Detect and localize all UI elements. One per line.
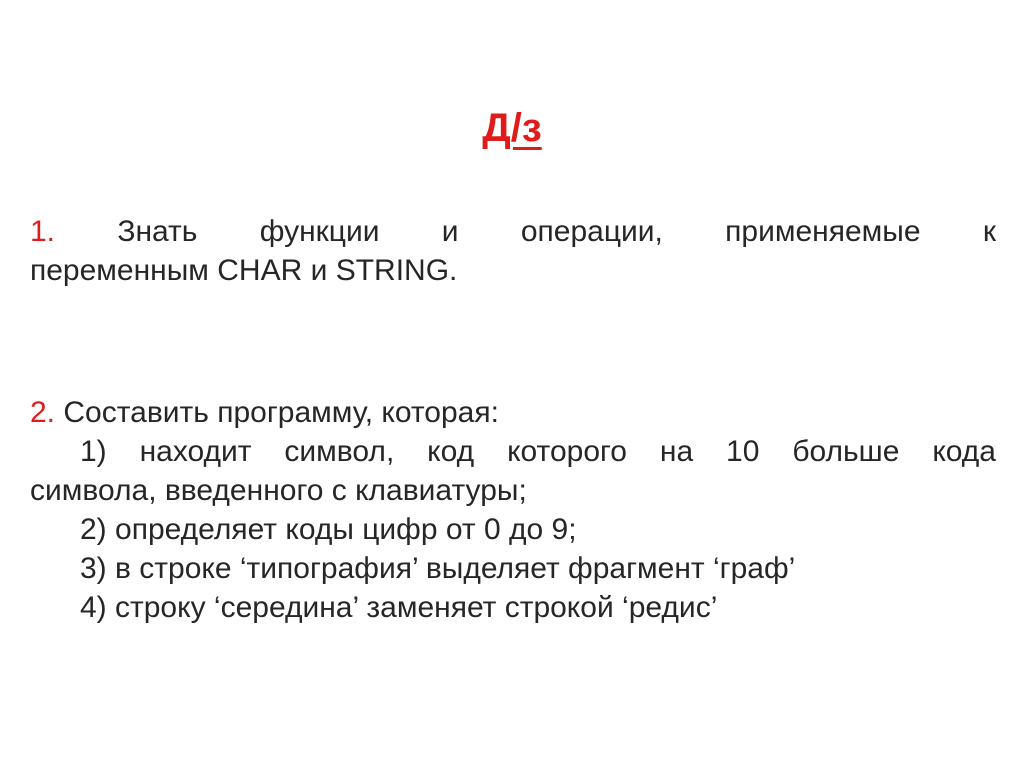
slide-title xyxy=(0,103,1024,153)
task-2-number: 2. xyxy=(30,396,56,429)
task-2-intro: Составить программу, которая: xyxy=(63,396,499,429)
task-1-number: 1. xyxy=(30,215,56,248)
subtask-1-line-2: символа, введенного с клавиатуры; xyxy=(30,474,527,507)
task-1-line-1 xyxy=(30,212,996,251)
subtask-4: 4) строку ‘середина’ заменяет строкой ‘редис’ xyxy=(80,591,718,624)
task-2 xyxy=(30,393,996,627)
slide-title-text: Д/з xyxy=(482,106,542,150)
task-1 xyxy=(30,212,996,290)
subtask-1-line-1: 1) находит символ, код которого на 10 больше кода xyxy=(80,435,996,468)
subtask-3: 3) в строке ‘типография’ выделяет фрагмент ‘граф’ xyxy=(80,552,796,585)
task-1-text-line-1: Знать функции и операции, применяемые к xyxy=(117,215,996,248)
subtask-2: 2) определяет коды цифр от 0 до 9; xyxy=(80,513,577,546)
task-1-text-line-2: переменным CHAR и STRING. xyxy=(30,254,458,287)
task-2-intro-line xyxy=(30,393,996,432)
